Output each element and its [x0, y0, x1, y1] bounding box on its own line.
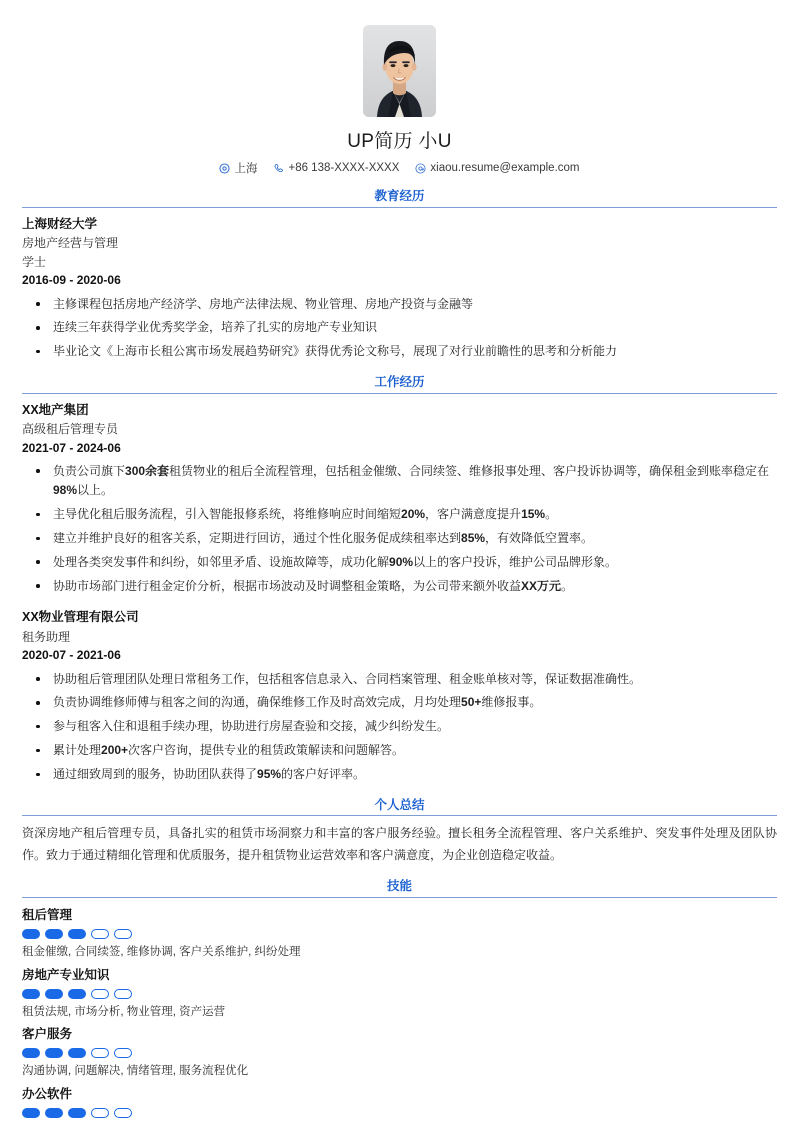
- bullet-text: 处理各类突发事件和纠纷，如邻里矛盾、设施故障等，成功化解: [53, 554, 390, 569]
- skill-pip-filled: [45, 989, 63, 999]
- entry-date-range: 2020-07 - 2021-06: [22, 648, 121, 663]
- skill-item: [22, 1024, 777, 1081]
- resume-header: [22, 0, 777, 176]
- skill-name: 办公软件: [22, 1086, 73, 1101]
- bullet-item: [22, 693, 777, 712]
- entry-degree: 学士: [22, 254, 47, 269]
- bullet-text: ，客户满意度提升: [425, 507, 522, 522]
- skill-pip-filled: [22, 1108, 40, 1118]
- skill-level-meter: [22, 929, 777, 939]
- section-title-summary: 个人总结: [374, 797, 425, 812]
- section-title-education: 教育经历: [374, 189, 425, 203]
- skill-pip-filled: [45, 1108, 63, 1118]
- bullet-text: ，有效降低空置率。: [485, 531, 594, 546]
- bullet-text: 的客户好评率。: [281, 767, 366, 782]
- skill-level-meter: [22, 1108, 777, 1118]
- contact-row: [22, 160, 777, 176]
- skill-pip-filled: [68, 1048, 86, 1058]
- bullet-text: 建立并维护良好的租客关系，定期进行回访，通过个性化服务促成续租率达到: [53, 531, 462, 546]
- skill-pip-filled: [45, 929, 63, 939]
- skill-pip-empty: [91, 989, 109, 999]
- contact-email-text: xiaou.resume@example.com: [430, 162, 580, 174]
- bullet-text: 主修课程包括房地产经济学、房地产法律法规、物业管理、房地产投资与金融等: [53, 296, 474, 311]
- skill-level-meter: [22, 1048, 777, 1058]
- bullet-text: 租赁物业的租后全流程管理，包括租金催缴、合同续签、维修报事处理、客户投诉协调等，确保租金到账率稳定在: [169, 463, 770, 478]
- entry-date-range: 2016-09 - 2020-06: [22, 273, 121, 288]
- bullet-text: 主导优化租后服务流程，引入智能报修系统，将维修响应时间缩短: [53, 507, 402, 522]
- skill-pip-empty: [114, 1048, 132, 1058]
- contact-phone-text: +86 138-XXXX-XXXX: [288, 162, 400, 174]
- education-entries: [22, 215, 777, 362]
- section-summary: [22, 799, 777, 866]
- entry-bullet-list: [22, 670, 777, 785]
- skill-pip-empty: [91, 929, 109, 939]
- contact-location-text: 上海: [234, 163, 258, 175]
- bullet-highlight: XX万元: [521, 578, 562, 593]
- portrait-photo: [363, 25, 436, 117]
- bullet-text: 次客户咨询，提供专业的租赁政策解读和问题解答。: [128, 743, 405, 758]
- bullet-item: [22, 577, 777, 596]
- bullet-highlight: 95%: [257, 767, 282, 782]
- entry-bullet-list: [22, 462, 777, 597]
- phone-icon: [273, 163, 284, 174]
- bullet-text: 协助市场部门进行租金定价分析，根据市场波动及时调整租金策略，为公司带来额外收益: [53, 578, 522, 593]
- skill-pip-filled: [45, 1048, 63, 1058]
- bullet-item: [22, 717, 777, 736]
- entry-role: 高级租后管理专员: [22, 421, 119, 436]
- bullet-text: 毕业论文《上海市长租公寓市场发展趋势研究》获得优秀论文称号，展现了对行业前瞻性的思考和分析能力: [53, 344, 618, 359]
- work-entries: [22, 401, 777, 785]
- bullet-item: [22, 741, 777, 760]
- bullet-highlight: 200+: [101, 743, 129, 758]
- skill-keywords: 租赁法规, 市场分析, 物业管理, 资产运营: [22, 1005, 226, 1018]
- bullet-item: [22, 462, 777, 501]
- bullet-item: [22, 505, 777, 524]
- bullet-highlight: 85%: [461, 531, 486, 546]
- skill-name: 客户服务: [22, 1027, 73, 1042]
- entry-role: 房地产经营与管理: [22, 236, 119, 251]
- section-divider: [22, 897, 777, 898]
- section-education: [22, 190, 777, 362]
- skill-pip-empty: [91, 1108, 109, 1118]
- bullet-item: [22, 553, 777, 572]
- contact-phone: [273, 162, 399, 174]
- section-title-skills: 技能: [386, 879, 412, 894]
- bullet-text: 以上的客户投诉，维护公司品牌形象。: [413, 554, 618, 569]
- skill-item: [22, 965, 777, 1022]
- bullet-text: 参与租客入住和退租手续办理，协助进行房屋查验和交接，减少纠纷发生。: [53, 719, 450, 734]
- bullet-text: 连续三年获得学业优秀奖学金，培养了扎实的房地产专业知识: [53, 320, 378, 335]
- section-work: [22, 376, 777, 785]
- skill-pip-filled: [68, 989, 86, 999]
- location-pin-icon: [219, 163, 230, 174]
- contact-location: [219, 160, 257, 176]
- skill-name: 租后管理: [22, 907, 73, 922]
- section-divider: [22, 815, 777, 816]
- entry-bullet-list: [22, 295, 777, 362]
- bullet-text: 通过细致周到的服务，协助团队获得了: [53, 767, 258, 782]
- email-at-icon: [415, 163, 426, 174]
- skill-keywords: 沟通协调, 问题解决, 情绪管理, 服务流程优化: [22, 1065, 249, 1078]
- bullet-text: 维修报事。: [481, 695, 542, 710]
- skill-item: [22, 905, 777, 962]
- entry-role: 租务助理: [22, 629, 71, 644]
- experience-entry: [22, 401, 777, 597]
- skill-pip-empty: [114, 989, 132, 999]
- skill-keywords: 租金催缴, 合同续签, 维修协调, 客户关系维护, 纠纷处理: [22, 946, 301, 959]
- page-title: UP简历 小U: [347, 131, 452, 152]
- bullet-text: 负责公司旗下: [53, 463, 126, 478]
- skill-pip-filled: [22, 1048, 40, 1058]
- bullet-highlight: 300余套: [125, 463, 170, 478]
- bullet-highlight: 20%: [401, 507, 426, 522]
- skill-pip-filled: [68, 929, 86, 939]
- skill-pip-filled: [22, 989, 40, 999]
- experience-entry: [22, 608, 777, 784]
- summary-text: 资深房地产租后管理专员，具备扎实的租赁市场洞察力和丰富的客户服务经验。擅长租务全流程管理、客户关系维护、突发事件处理及团队协作。致力于通过精细化管理和优质服务，提升租赁物业运营效率和客户满意度，为企业创造稳定收益。: [22, 826, 777, 862]
- skill-pip-empty: [114, 1108, 132, 1118]
- skill-name: 房地产专业知识: [22, 967, 110, 982]
- bullet-text: 累计处理: [53, 743, 102, 758]
- section-title-work: 工作经历: [374, 374, 425, 389]
- skills-list: [22, 905, 777, 1118]
- skill-pip-empty: [114, 929, 132, 939]
- section-skills: [22, 880, 777, 1118]
- entry-organization: 上海财经大学: [22, 216, 98, 231]
- bullet-text: 以上。: [77, 483, 114, 498]
- skill-pip-filled: [22, 929, 40, 939]
- skill-level-meter: [22, 989, 777, 999]
- bullet-item: [22, 342, 777, 361]
- bullet-highlight: 98%: [53, 483, 78, 498]
- bullet-item: [22, 318, 777, 337]
- bullet-highlight: 50+: [461, 695, 482, 710]
- experience-entry: [22, 215, 777, 362]
- bullet-item: [22, 670, 777, 689]
- section-divider: [22, 207, 777, 208]
- contact-email: [415, 162, 579, 174]
- bullet-item: [22, 529, 777, 548]
- bullet-text: 。: [561, 578, 574, 593]
- skill-pip-empty: [91, 1048, 109, 1058]
- bullet-text: 。: [545, 507, 558, 522]
- section-divider: [22, 393, 777, 394]
- bullet-text: 负责协调维修师傅与租客之间的沟通，确保维修工作及时高效完成，月均处理: [53, 695, 462, 710]
- entry-organization: XX地产集团: [22, 402, 89, 417]
- bullet-item: [22, 295, 777, 314]
- skill-pip-filled: [68, 1108, 86, 1118]
- bullet-highlight: 90%: [389, 554, 414, 569]
- entry-organization: XX物业管理有限公司: [22, 610, 139, 625]
- skill-item: [22, 1084, 777, 1118]
- bullet-highlight: 15%: [521, 507, 546, 522]
- bullet-item: [22, 765, 777, 784]
- bullet-text: 协助租后管理团队处理日常租务工作，包括租客信息录入、合同档案管理、租金账单核对等，保证数据准确性。: [53, 671, 642, 686]
- entry-date-range: 2021-07 - 2024-06: [22, 440, 121, 455]
